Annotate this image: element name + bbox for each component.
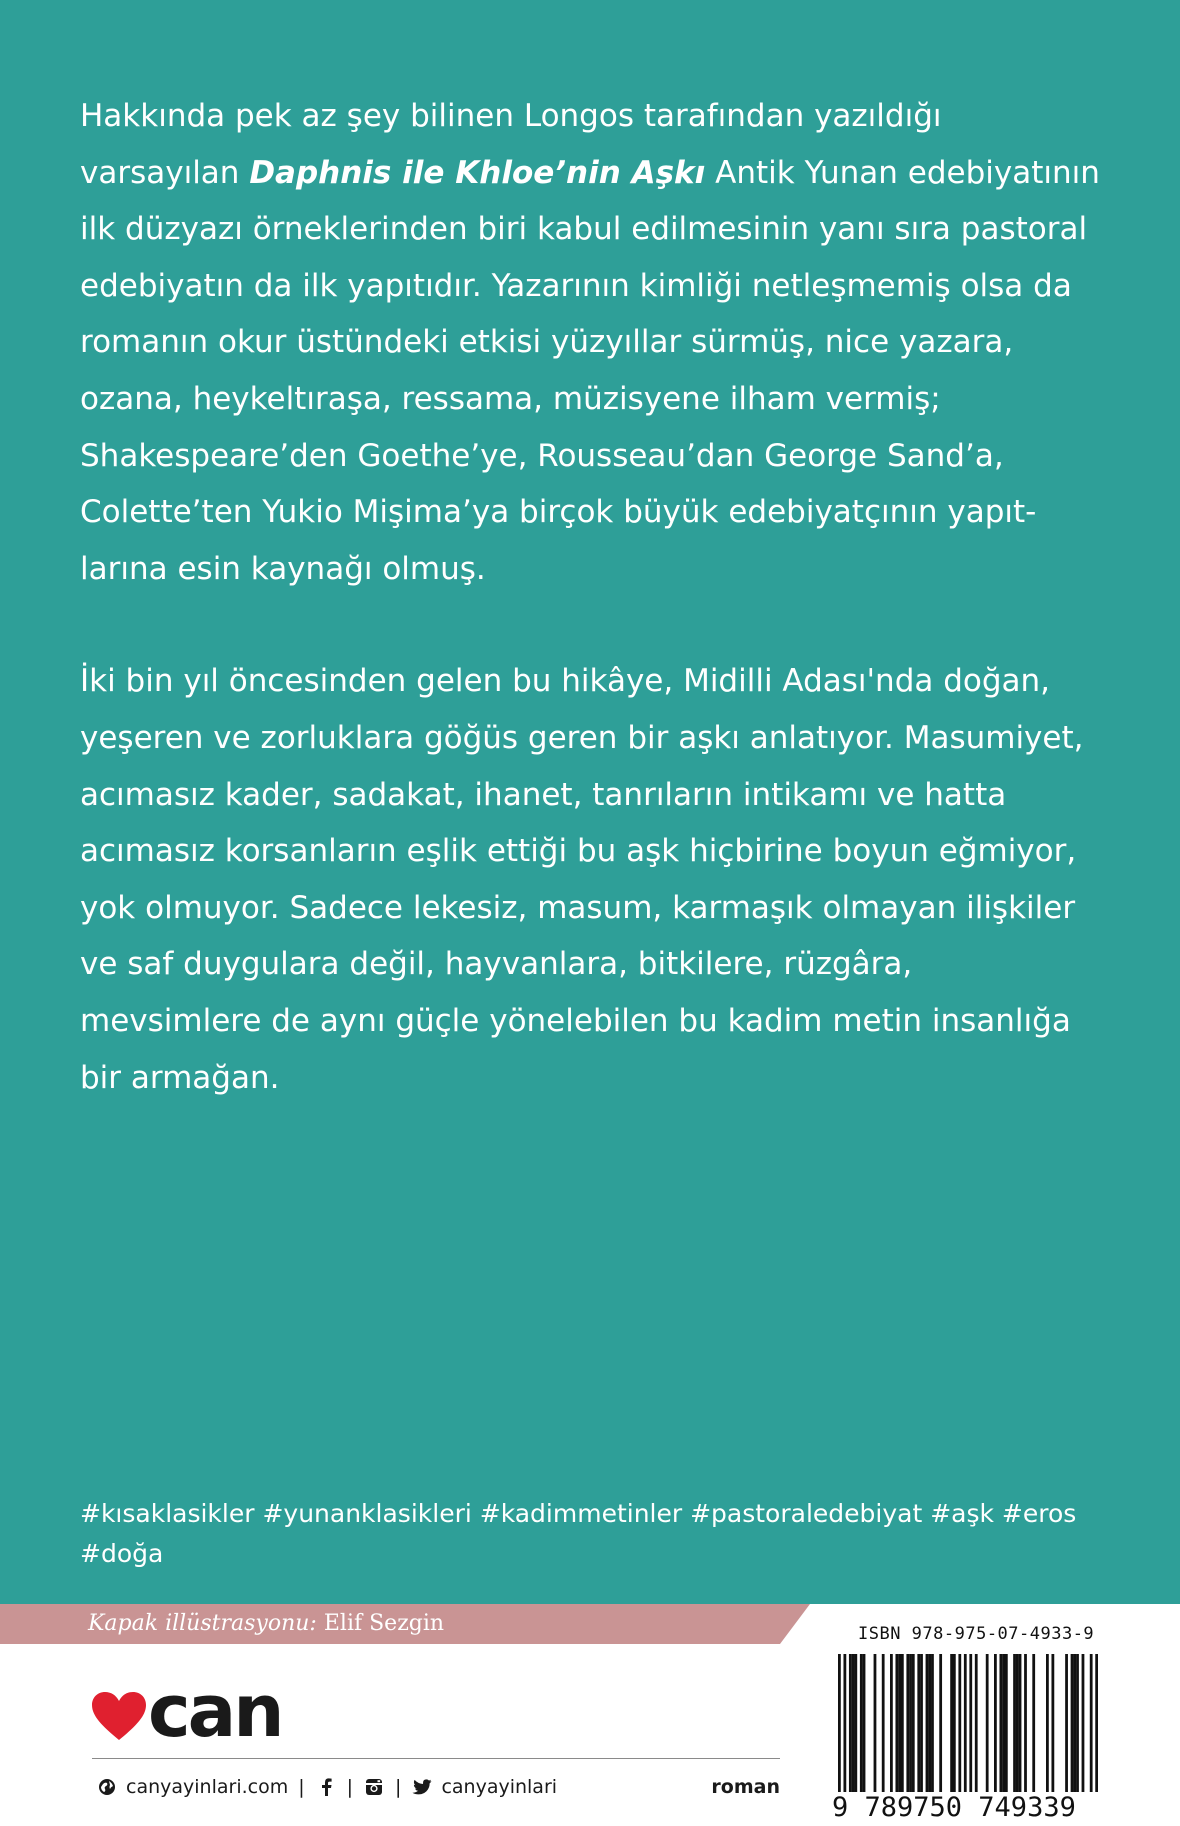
barcode-bar	[1016, 1654, 1019, 1794]
website-link[interactable]: canyayinlari.com	[126, 1776, 289, 1798]
barcode-bar	[863, 1654, 866, 1794]
barcode-bar	[994, 1654, 997, 1794]
barcode-bar	[1051, 1654, 1054, 1794]
barcode-bar	[1082, 1654, 1085, 1794]
footer-divider	[92, 1758, 780, 1759]
barcode-bar	[917, 1654, 920, 1794]
barcode-bar	[909, 1654, 912, 1794]
barcode-bar	[975, 1654, 978, 1794]
barcode-bar	[969, 1654, 972, 1814]
barcode-bar	[964, 1654, 967, 1814]
barcode-bar	[1073, 1654, 1076, 1794]
barcode-bar	[920, 1654, 923, 1794]
blurb-paragraph-2: İki bin yıl öncesinden gelen bu hikâye, Midilli Adası'nda doğan, yeşeren ve zorluklara göğüs geren bir aşkı anlatıyor. Masumiyet, acımasız kader, sadakat, ihanet, tanrıların intikamı ve hatta acımasız korsanların eşlik ettiği bu aşk hiçbirine boyun eğmiyor, yok olmuyor. Sadece lekesiz, masum, karmaşık olmayan ilişkiler ve saf duygulara değil, hayvanlara, bitkilere, rüzgâra, mevsimlere de aynı güçle yönelebilen bu kadim metin insanlığa bir armağan.	[80, 663, 1084, 1096]
publisher-logo	[92, 1669, 292, 1753]
barcode-bar	[953, 1654, 956, 1794]
barcode-bar	[1005, 1654, 1008, 1794]
barcode-bar	[854, 1654, 857, 1794]
barcode-bar	[926, 1654, 929, 1794]
barcode-bar	[1090, 1654, 1093, 1814]
barcode-bar	[843, 1654, 846, 1814]
barcode-digits: 9 789750 749339	[832, 1792, 1102, 1824]
barcode-bar	[849, 1654, 852, 1794]
barcode-bar	[838, 1654, 841, 1814]
blurb-p1-after: Antik Yunan edebiyatının ilk düzyazı örneklerinden biri kabul edilmesinin yanı sıra pastoral edebiyatın da ilk yapıtıdır. Yazarının kimliği netleşmemiş olsa da romanın okur üstündeki etkisi yüzyıllar sürmüş, nice yazara, ozana, heykeltıraşa, ressama, müzisyene ilham vermiş; Shakespeare’den Goethe’ye, Rousseau’dan George Sand’a, Colette’ten Yukio Mişima’ya birçok büyük edebiyatçının yapıtlarına esin kaynağı olmuş.	[80, 154, 1100, 587]
barcode-bar	[898, 1654, 901, 1794]
barcode-bar	[1002, 1654, 1005, 1794]
instagram-icon[interactable]	[363, 1776, 385, 1798]
barcode-bar	[928, 1654, 931, 1794]
logo-wordmark: can	[148, 1669, 282, 1753]
genre-label: roman	[711, 1776, 780, 1798]
barcode-bar	[901, 1654, 904, 1794]
barcode-bar	[1065, 1654, 1068, 1794]
barcode-bar	[912, 1654, 915, 1794]
book-title-inline: Daphnis ile Khloe’nin Aşkı	[249, 154, 706, 191]
barcode-bar	[1076, 1654, 1079, 1794]
credit-name: Elif Sezgin	[323, 1611, 445, 1636]
barcode-bar	[1013, 1654, 1016, 1794]
twitter-icon[interactable]	[411, 1776, 433, 1798]
footer-contact-row	[96, 1772, 780, 1802]
barcode-bar	[1095, 1654, 1098, 1814]
back-cover-blurb	[80, 88, 1100, 1106]
barcode-bar	[852, 1654, 855, 1794]
barcode-bar	[895, 1654, 898, 1794]
barcode-bar	[882, 1654, 885, 1794]
footer-separator: |	[346, 1776, 354, 1798]
footer-separator: |	[395, 1776, 402, 1798]
barcode-bar	[939, 1654, 942, 1794]
barcode-bar	[890, 1654, 893, 1794]
barcode-bar	[1019, 1654, 1022, 1794]
heart-icon	[92, 1692, 146, 1742]
cover-illustration-credit	[88, 1606, 444, 1642]
barcode-bar	[1046, 1654, 1049, 1794]
barcode-bar	[986, 1654, 989, 1794]
hashtags: #kısaklasikler #yunanklasikleri #kadimmetinler #pastoraledebiyat #aşk #eros #doğa	[80, 1499, 1077, 1568]
barcode-bar	[860, 1654, 863, 1794]
barcode-bar	[906, 1654, 909, 1794]
barcode-bar	[950, 1654, 953, 1794]
barcode-bar	[1032, 1654, 1035, 1794]
barcode	[838, 1654, 1098, 1814]
blurb-paragraph-1	[80, 88, 1100, 597]
isbn-label: ISBN 978-975-07-4933-9	[858, 1624, 1095, 1644]
credit-label: Kapak illüstrasyonu:	[88, 1611, 317, 1636]
barcode-bar	[931, 1654, 934, 1794]
barcode-bar	[999, 1654, 1002, 1794]
barcode-bar	[874, 1654, 877, 1794]
globe-icon	[96, 1776, 118, 1798]
blurb-p1-before: Hakkında pek az şey bilinen Longos tarafından yazıldığı varsayılan	[80, 98, 942, 191]
facebook-icon[interactable]	[315, 1776, 337, 1798]
footer-separator: |	[298, 1776, 305, 1798]
barcode-bar	[1024, 1654, 1027, 1794]
twitter-handle[interactable]: canyayinlari	[441, 1776, 558, 1798]
barcode-bar	[1071, 1654, 1074, 1794]
barcode-bar	[958, 1654, 961, 1794]
